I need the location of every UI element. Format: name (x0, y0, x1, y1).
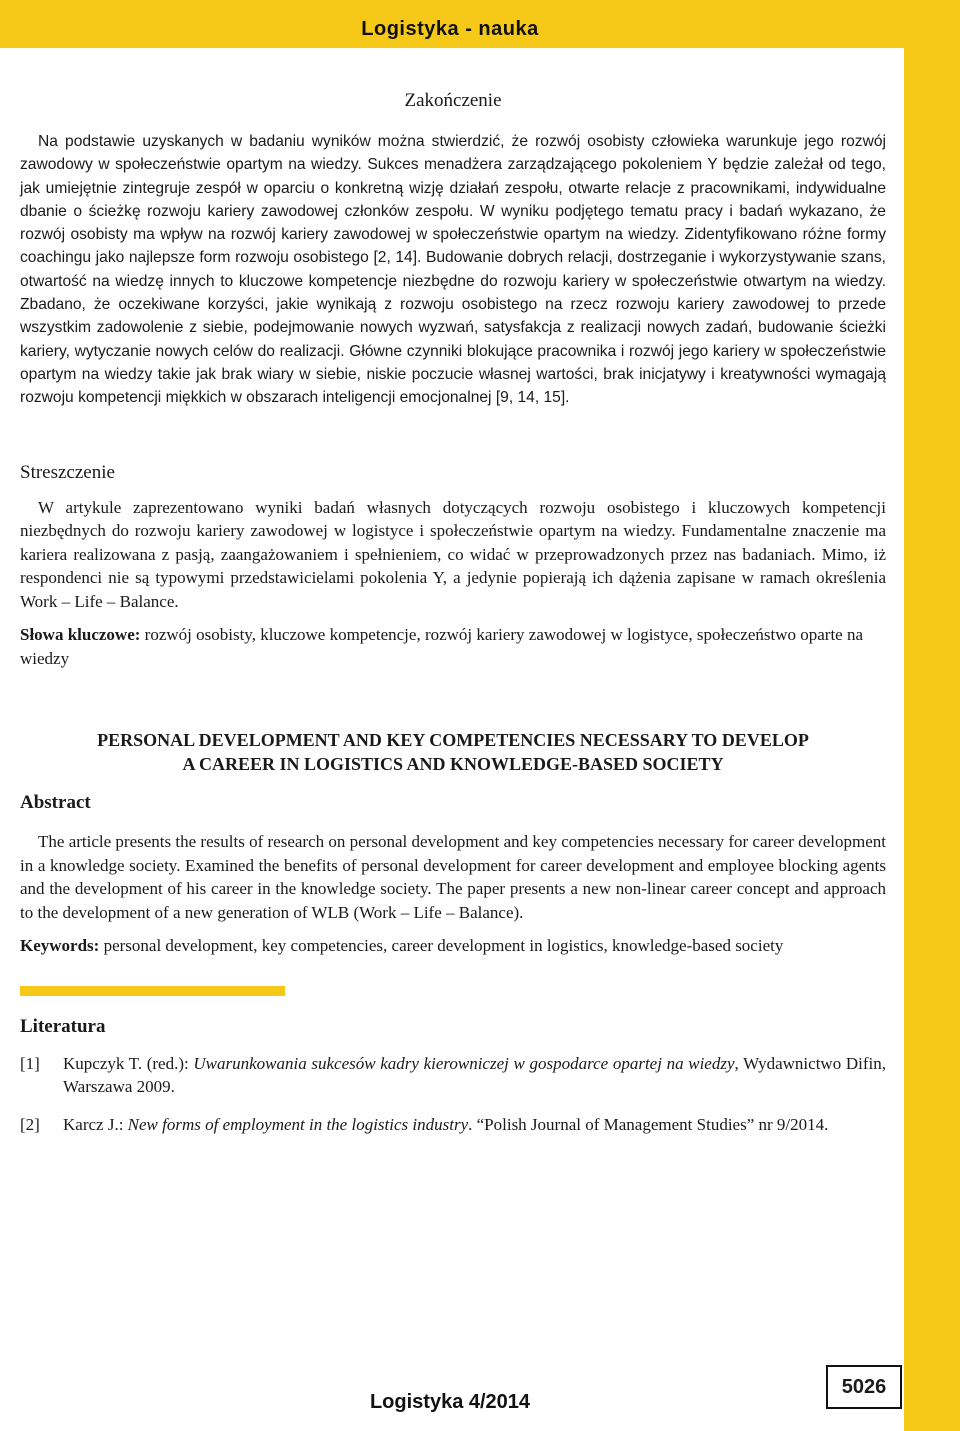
summary-keywords-text: rozwój osobisty, kluczowe kompetencje, rozwój kariery zawodowej w logistyce, społeczeństwo oparte na wiedzy (20, 625, 864, 668)
summary-heading: Streszczenie (20, 461, 115, 483)
journal-footer: Logistyka 4/2014 (369, 1391, 531, 1413)
english-title-line-1: PERSONAL DEVELOPMENT AND KEY COMPETENCIES NECESSARY TO DEVELOP (97, 730, 809, 751)
reference-text (63, 1113, 886, 1137)
reference-details: . “Polish Journal of Management Studies” nr 9/2014. (468, 1114, 829, 1134)
references-heading: Literatura (20, 1015, 106, 1037)
reference-title: Uwarunkowania sukcesów kadry kierowniczej w gospodarce opartej na wiedzy (193, 1053, 735, 1073)
reference-details: , Wydawnictwo Difin, Warszawa 2009. (63, 1053, 886, 1097)
english-keywords (20, 934, 886, 958)
english-keywords-text: personal development, key competencies, career development in logistics, knowledge-based society (99, 936, 784, 956)
english-title-line-2: A CAREER IN LOGISTICS AND KNOWLEDGE-BASED SOCIETY (182, 754, 724, 775)
reference-title: New forms of employment in the logistics industry (127, 1114, 469, 1134)
page-number-box: 5026 (826, 1365, 902, 1409)
reference-authors: Kupczyk T. (red.): (63, 1053, 194, 1073)
abstract-heading: Abstract (20, 792, 91, 814)
journal-header-title: Logistyka - nauka (361, 18, 539, 40)
summary-paragraph: W artykule zaprezentowano wyniki badań własnych dotyczących rozwoju osobistego i kluczowych kompetencji niezbędnych do rozwoju kariery zawodowej w logistyce i społeczeństwie opartym na wiedzy. Fundamentalne znaczenie ma kariera realizowana z pasją, zaangażowaniem i spełnieniem, co widać w przeprowadzonych przez nas badaniach. Mimo, iż respondenci nie są typowymi przedstawicielami pokolenia Y, a jedynie popierają ich dążenia zapisane w ramach określenia Work – Life – Balance. (20, 497, 886, 611)
article-content (20, 90, 886, 1136)
summary-keywords-label: Słowa kluczowe: (20, 625, 141, 645)
english-keywords-label: Keywords: (20, 936, 100, 956)
section-divider-bar (20, 986, 285, 996)
conclusion-heading: Zakończenie (404, 90, 502, 111)
reference-item-2 (20, 1113, 886, 1137)
reference-text (63, 1052, 886, 1099)
reference-number: [2] (20, 1114, 40, 1134)
conclusion-paragraph: Na podstawie uzyskanych w badaniu wyników można stwierdzić, że rozwój osobisty człowieka warunkuje jego rozwój zawodowy w społeczeństwie opartym na wiedzy. Sukces menadżera zarządzającego pokoleniem Y będzie zależał od tego, jak umiejętnie zintegruje zespół w oparciu o konkretną wizję działań zespołu, otwarte relacje z pracownikami, indywidualne dbanie o ścieżkę rozwoju kariery zawodowej członków zespołu. W wyniku podjętego tematu pracy i badań wykazano, że rozwój osobisty ma wpływ na rozwój kariery zawodowej w społeczeństwie opartym na wiedzy. Zidentyfikowano różne formy coachingu jako najlepsze form rozwoju osobistego [2, 14]. Budowanie dobrych relacji, dostrzeganie i wykorzystywanie szans, otwartość na wiedzę innych to kluczowe kompetencje niezbędne do rozwoju kariery w społeczeństwie otwartym na wiedzy. Zbadano, że oczekiwane korzyści, jakie wynikają z rozwoju osobistego na rzecz rozwoju kariery zawodowej to przede wszystkim zadowolenie z siebie, podejmowanie nowych wyzwań, satysfakcja z realizacji nowych zadań, budowanie ścieżki kariery, wytyczanie nowych celów do realizacji. Główne czynniki blokujące pracownika i rozwój jego kariery w społeczeństwie opartym na wiedzy takie jak brak wiary w siebie, niskie poczucie własnej wartości, brak inicjatywy i kreatywności wymagają rozwoju kompetencji miękkich w obszarach inteligencji emocjonalnej [9, 14, 15]. (20, 133, 886, 407)
reference-item-1 (20, 1052, 886, 1099)
reference-number: [1] (20, 1053, 40, 1073)
summary-keywords (20, 623, 886, 670)
reference-authors: Karcz J.: (63, 1114, 128, 1134)
page-sheet (0, 48, 904, 1431)
abstract-paragraph: The article presents the results of research on personal development and key competencies necessary for career development in a knowledge society. Examined the benefits of personal development for career development and employee blocking agents and the development of his career in the knowledge society. The paper presents a new non-linear career concept and approach to the development of a new generation of WLB (Work – Life – Balance). (20, 832, 886, 922)
